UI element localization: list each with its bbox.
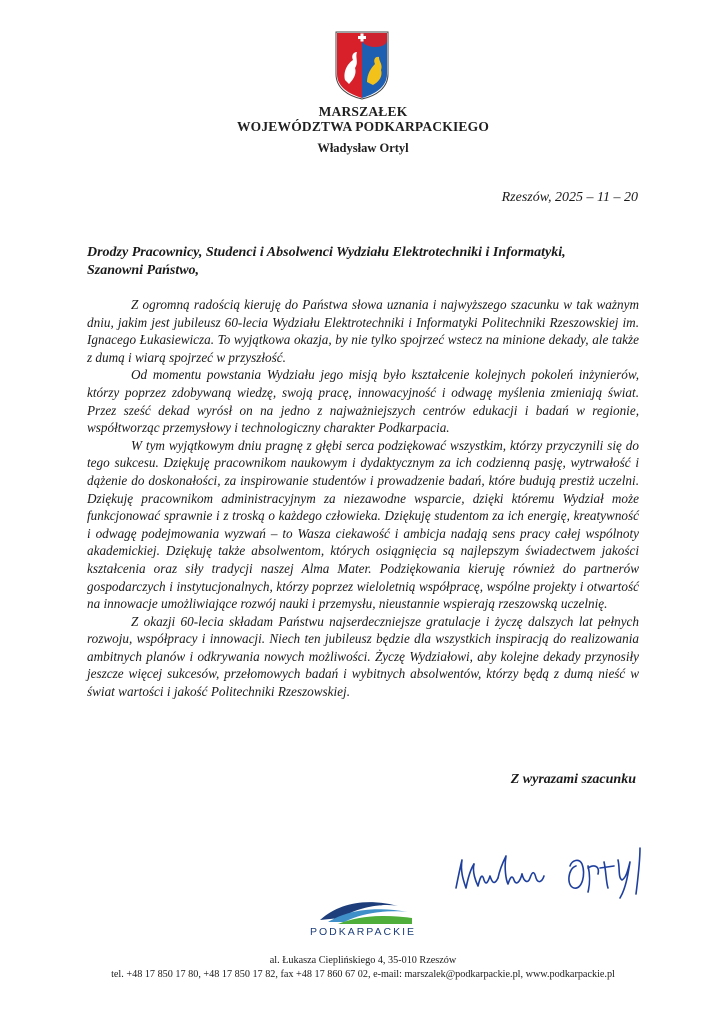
salutation-line2: Szanowni Państwo, xyxy=(87,263,200,278)
paragraph: Z okazji 60-lecia składam Państwu najserdeczniejsze gratulacje i życzę dalszych lat pełnych rozwoju, współpracy i innowacji. Niech ten jubileusz będzie dla wszystkich inspiracją do realizowania ambitnych planów i odkrywania nowych możliwości. Życzę Wydziałowi, aby kolejne dekady przynosiły jeszcze więcej sukcesów, przełomowych badań i wybitnych absolwentów, którzy będą z dumą nieść w świat wartości i jakość Politechniki Rzeszowskiej. xyxy=(87,613,639,700)
paragraph: Z ogromną radością kieruję do Państwa słowa uznania i najwyższego szacunku w tak ważnym dniu, jakim jest jubileusz 60-lecia Wydziału Elektrotechniki i Informatyki Politechniki Rzeszowskiej im. Ignacego Łukasiewicza. To wyjątkowa okazja, by nie tylko spojrzeć wstecz na minione dekady, ale także z dumą i wiarą spojrzeć w przyszłość. xyxy=(87,297,639,365)
marshal-name: Władysław Ortyl xyxy=(317,141,409,155)
salutation xyxy=(87,244,647,280)
footer-contact: tel. +48 17 850 17 80, +48 17 850 17 82, fax +48 17 860 67 02, e-mail: marszalek@podkarpackie.pl, www.podkarpackie.pl xyxy=(111,969,615,980)
paragraph: W tym wyjątkowym dniu pragnę z głębi serca podziękować wszystkim, którzy przyczynili się do tego sukcesu. Dziękuję pracownikom naukowym i dydaktycznym za ich codzienną pasję, wytrwałość i dążenie do doskonałości, za inspirowanie studentów i prowadzenie badań, które budują prestiż uczelni. Dziękuję pracownikom administracyjnym za niezawodne wsparcie, dzięki któremu Wydział może funkcjonować sprawnie i z troską o każdego człowieka. Dziękuję studentom za ich energię, kreatywność i odwagę podejmowania wyzwań – to Wasza ciekawość i ambicja nadają sens pracy całej wspólnoty akademickiej. Dziękuję także absolwentom, których osiągnięcia są najlepszym świadectwem jakości kształcenia oraz siły tradycji naszej Alma Mater. Podziękowania kieruję również do partnerów gospodarczych i instytucjonalnych, którzy poprzez wieloletnią współpracę, wspólne projekty i otwartość na innowacje umożliwiające rozwój nauki i przemysłu, nieustannie wspierają rzeszowską uczelnię. xyxy=(87,437,639,612)
podkarpackie-logo-text: PODKARPACKIE xyxy=(309,926,417,938)
handwritten-signature xyxy=(448,838,658,904)
office-title-line1: MARSZAŁEK xyxy=(318,104,408,119)
salutation-line1: Drodzy Pracownicy, Studenci i Absolwenci Wydziału Elektrotechniki i Informatyki, xyxy=(87,245,566,260)
coat-of-arms-icon xyxy=(333,30,391,100)
letter-body xyxy=(87,296,639,701)
paragraph: Od momentu powstania Wydziału jego misją było kształcenie kolejnych pokoleń inżynierów, którzy poprzez zdobywaną wiedzę, swoją pracę, innowacyjność i odwagę myślenia zmieniają świat. Przez sześć dekad wyrósł on na jedno z najważniejszych centrów edukacji i badań w regionie, współtworząc przemysłowy i technologiczny charakter Podkarpacia. xyxy=(87,367,639,436)
closing-phrase: Z wyrazami szacunku xyxy=(510,772,636,787)
footer-address: al. Łukasza Cieplińskiego 4, 35-010 Rzeszów xyxy=(269,955,457,966)
office-title-line2: WOJEWÓDZTWA PODKARPACKIEGO xyxy=(236,119,490,134)
podkarpackie-logo-icon xyxy=(318,898,414,924)
letter-date: Rzeszów, 2025 – 11 – 20 xyxy=(501,190,638,205)
